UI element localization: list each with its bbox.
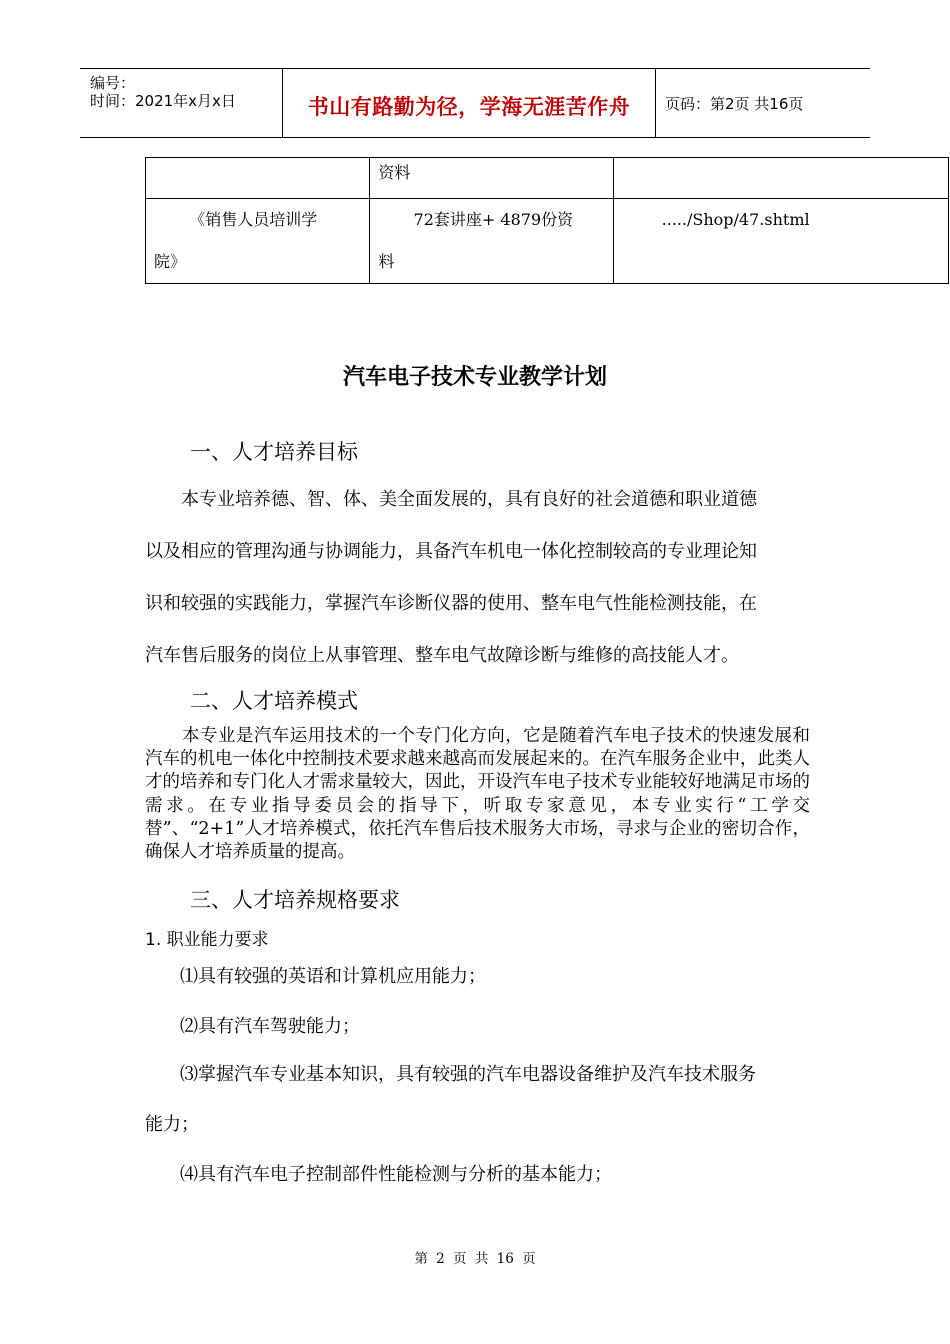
paragraph-line: 以及相应的管理沟通与协调能力，具备汽车机电一体化控制较高的专业理论知	[145, 541, 757, 562]
list-item: ⑷具有汽车电子控制部件性能检测与分析的基本能力；	[180, 1164, 612, 1185]
table-cell	[613, 158, 948, 199]
table-row	[146, 199, 949, 284]
section-heading: 二、人才培养模式	[190, 689, 358, 713]
paragraph-line: 识和较强的实践能力，掌握汽车诊断仪器的使用、整车电气性能检测技能，在	[145, 593, 757, 614]
list-item: ⑶掌握汽车专业基本知识，具有较强的汽车电器设备维护及汽车技术服务	[180, 1064, 756, 1085]
resource-table	[145, 157, 949, 284]
section-heading: 三、人才培养规格要求	[190, 888, 400, 912]
time-label: 时间：2021年x月x日	[90, 92, 236, 110]
header-page-info	[655, 69, 870, 137]
header-meta	[80, 69, 282, 137]
list-item: ⑵具有汽车驾驶能力；	[180, 1016, 360, 1037]
page-footer: 第 2 页 共 16 页	[414, 1251, 536, 1267]
cell-text: 料	[378, 252, 395, 271]
motto-text: 书山有路勤为径，学海无涯苦作舟	[307, 95, 631, 119]
section2-paragraph: 本专业是汽车运用技术的一个专门化方向，它是随着汽车电子技术的快速发展和汽车的机电一体化中控制技术要求越来越高而发展起来的。在汽车服务企业中，此类人才的培养和专门化人才需求量较大，因此，开设汽车电子技术专业能较好地满足市场的需求。在专业指导委员会的指导下，听取专家意见，本专业实行“工学交替”、“2+1”人才培养模式，依托汽车售后技术服务大市场，寻求与企业的密切合作，确保人才培养质量的提高。	[145, 726, 810, 863]
cell-link-text: ...../Shop/47.shtml	[661, 210, 810, 229]
document-title: 汽车电子技术专业教学计划	[342, 365, 607, 390]
list-item-continuation: 能力；	[145, 1114, 199, 1135]
cell-text: 《销售人员培训学	[189, 210, 318, 229]
section-heading: 一、人才培养目标	[190, 440, 358, 464]
cell-text: 资料	[378, 163, 411, 182]
header-motto	[282, 69, 656, 137]
serial-label: 编号：	[90, 74, 136, 92]
page-header	[80, 68, 870, 138]
table-cell	[613, 199, 948, 284]
list-item: ⑴具有较强的英语和计算机应用能力；	[180, 966, 486, 987]
cell-text: 72套讲座+ 4879份资	[413, 210, 574, 229]
table-cell	[370, 158, 613, 199]
subsection-heading: 1. 职业能力要求	[145, 930, 269, 950]
paragraph-line: 本专业培养德、智、体、美全面发展的，具有良好的社会道德和职业道德	[181, 489, 757, 510]
section1-paragraph	[145, 474, 810, 682]
paragraph-line: 汽车售后服务的岗位上从事管理、整车电气故障诊断与维修的高技能人才。	[145, 645, 739, 666]
table-cell	[146, 199, 370, 284]
cell-text: 院》	[154, 252, 187, 271]
table-cell	[370, 199, 613, 284]
table-cell	[146, 158, 370, 199]
table-row	[146, 158, 949, 199]
page-info-text: 页码：第2页 共16页	[665, 95, 804, 113]
